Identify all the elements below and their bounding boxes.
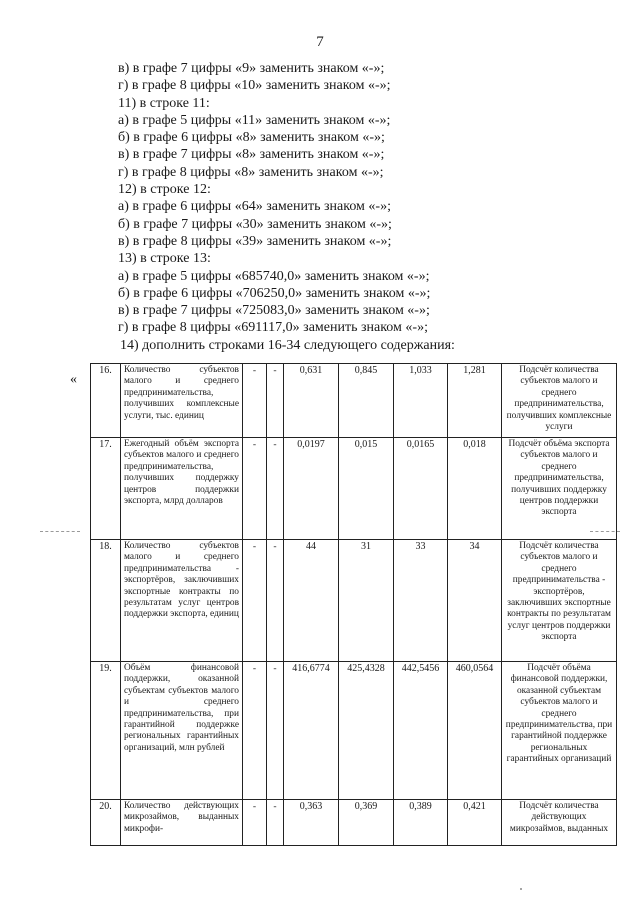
value-cell: 0,015 — [339, 438, 394, 540]
cell-dash: - — [267, 540, 284, 662]
text-line: 12) в строке 12: — [118, 182, 211, 198]
text-line: в) в графе 7 цифры «725083,0» заменить знаком «-»; — [118, 303, 430, 319]
row-number: 19. — [91, 662, 121, 800]
indicator-name: Объём финансовой поддержки, оказанной субъектам субъектов малого и среднего предпринимательства, при гарантийной поддержке региональных гарантийных организаций, млн рублей — [121, 662, 243, 800]
text-line: б) в графе 7 цифры «30» заменить знаком «-»; — [118, 216, 392, 232]
text-line: 11) в строке 11: — [118, 95, 210, 111]
value-cell: 425,4328 — [339, 662, 394, 800]
method-cell: Подсчёт объёма финансовой поддержки, оказанной субъектам субъектов малого и среднего предпринимательства, при гарантийной поддержке региональных гарантийных организаций — [502, 662, 617, 800]
indicator-name: Количество субъектов малого и среднего предпринимательства - экспортёров, заключивших экспортные контракты по результатам услуг центров поддержки экспорта, единиц — [121, 540, 243, 662]
table-row — [91, 364, 617, 438]
value-cell: 0,369 — [339, 800, 394, 846]
indicator-name: Количество действующих микрозаймов, выданных микрофи- — [121, 800, 243, 846]
text-line: г) в графе 8 цифры «691117,0» заменить знаком «-»; — [118, 320, 428, 336]
value-cell: 0,421 — [448, 800, 502, 846]
row-number: 17. — [91, 438, 121, 540]
margin-cut-mark — [40, 531, 80, 532]
row-number: 20. — [91, 800, 121, 846]
value-cell: 416,6774 — [284, 662, 339, 800]
value-cell: 31 — [339, 540, 394, 662]
cell-dash: - — [267, 800, 284, 846]
text-line: а) в графе 6 цифры «64» заменить знаком «-»; — [118, 199, 391, 215]
indicators-table — [90, 363, 617, 846]
cell-dash: - — [243, 662, 267, 800]
value-cell: 0,018 — [448, 438, 502, 540]
cell-dash: - — [267, 438, 284, 540]
text-line: в) в графе 8 цифры «39» заменить знаком «-»; — [118, 233, 392, 249]
text-line: в) в графе 7 цифры «9» заменить знаком «-»; — [118, 61, 385, 76]
text-line: в) в графе 7 цифры «8» заменить знаком «-»; — [118, 147, 385, 163]
cell-dash: - — [243, 540, 267, 662]
value-cell: 1,033 — [394, 364, 448, 438]
row-number: 18. — [91, 540, 121, 662]
value-cell: 460,0564 — [448, 662, 502, 800]
opening-quote: « — [70, 372, 77, 387]
text-line: г) в графе 8 цифры «10» заменить знаком «-»; — [118, 78, 391, 94]
value-cell: 0,389 — [394, 800, 448, 846]
indicator-name: Ежегодный объём экспорта субъектов малого и среднего предпринимательства, получивших поддержку центров поддержки экспорта, млрд долларов — [121, 438, 243, 540]
value-cell: 0,631 — [284, 364, 339, 438]
method-cell: Подсчёт объёма экспорта субъектов малого и среднего предпринимательства, получивших поддержку центров поддержки экспорта — [502, 438, 617, 540]
text-line: а) в графе 5 цифры «11» заменить знаком «-»; — [118, 112, 391, 128]
text-line: б) в графе 6 цифры «706250,0» заменить знаком «-»; — [118, 285, 431, 301]
table-row — [91, 540, 617, 662]
table-row — [91, 662, 617, 800]
value-cell: 1,281 — [448, 364, 502, 438]
text-line: 13) в строке 13: — [118, 251, 211, 267]
value-cell: 0,845 — [339, 364, 394, 438]
text-line: г) в графе 8 цифры «8» заменить знаком «-»; — [118, 164, 384, 180]
value-cell: 0,363 — [284, 800, 339, 846]
method-cell: Подсчёт количества действующих микрозаймов, выданных — [502, 800, 617, 846]
table-row — [91, 800, 617, 846]
cell-dash: - — [243, 800, 267, 846]
row-number: 16. — [91, 364, 121, 438]
text-line: а) в графе 5 цифры «685740,0» заменить знаком «-»; — [118, 268, 430, 284]
method-cell: Подсчёт количества субъектов малого и среднего предпринимательства, получивших комплексные услуги — [502, 364, 617, 438]
cell-dash: - — [243, 364, 267, 438]
value-cell: 442,5456 — [394, 662, 448, 800]
scan-dot — [520, 888, 522, 890]
cell-dash: - — [267, 662, 284, 800]
value-cell: 34 — [448, 540, 502, 662]
value-cell: 33 — [394, 540, 448, 662]
text-line: б) в графе 6 цифры «8» заменить знаком «-»; — [118, 130, 385, 146]
amendment-text — [118, 60, 538, 354]
text-line: 14) дополнить строками 16-34 следующего содержания: — [120, 337, 455, 353]
value-cell: 0,0197 — [284, 438, 339, 540]
table-row — [91, 438, 617, 540]
cell-dash: - — [267, 364, 284, 438]
method-cell: Подсчёт количества субъектов малого и среднего предпринимательства - экспортёров, заключивших экспортные контракты по результатам услуг центров поддержки экспорта — [502, 540, 617, 662]
indicator-name: Количество субъектов малого и среднего предпринимательства, получивших комплексные услуги, тыс. единиц — [121, 364, 243, 438]
cell-dash: - — [243, 438, 267, 540]
value-cell: 0,0165 — [394, 438, 448, 540]
value-cell: 44 — [284, 540, 339, 662]
page-number: 7 — [316, 34, 324, 50]
